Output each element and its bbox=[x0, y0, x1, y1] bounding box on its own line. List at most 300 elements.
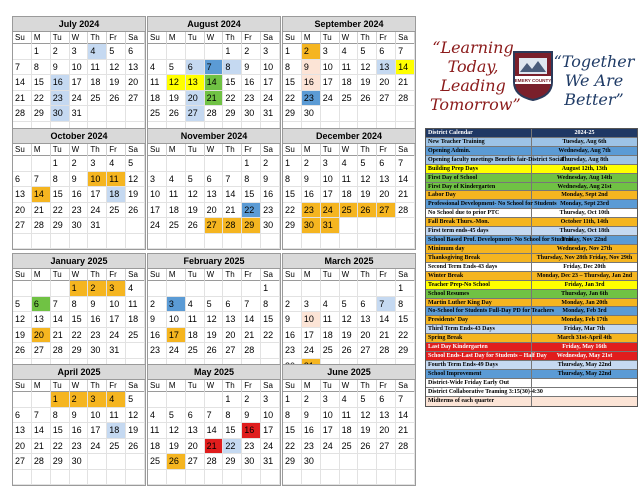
day-cell: 23 bbox=[302, 203, 321, 219]
legend-event-date: Thursday, Oct 18th bbox=[559, 228, 610, 235]
day-cell: 20 bbox=[186, 439, 205, 455]
legend-row bbox=[426, 200, 637, 209]
legend-event-name: Winter Break bbox=[426, 272, 532, 280]
weekday-label: Su bbox=[13, 269, 32, 281]
weekday-label: Fr bbox=[107, 32, 126, 44]
legend-event-date: Wednesday, Nov 27th bbox=[556, 245, 613, 252]
day-cell: 18 bbox=[167, 203, 186, 219]
weekday-label: Su bbox=[13, 144, 32, 156]
day-cell: 24 bbox=[167, 343, 186, 359]
empty-cell bbox=[51, 281, 70, 297]
day-cell: 6 bbox=[205, 172, 224, 188]
day-cell: 9 bbox=[302, 172, 321, 188]
empty-cell bbox=[186, 392, 205, 408]
day-cell: 9 bbox=[70, 408, 89, 424]
day-cell: 2 bbox=[88, 281, 107, 297]
legend-event-date: October 11th, 14th bbox=[560, 219, 609, 226]
day-cell: 28 bbox=[205, 106, 224, 122]
legend-event-name: School Improvement bbox=[426, 370, 532, 378]
month-october-2024 bbox=[12, 128, 146, 250]
day-cell: 14 bbox=[32, 423, 51, 439]
empty-cell bbox=[126, 234, 145, 250]
empty-cell bbox=[186, 156, 205, 172]
weekday-label: M bbox=[302, 269, 321, 281]
empty-cell bbox=[13, 234, 32, 250]
day-cell: 12 bbox=[358, 172, 377, 188]
day-cell: 1 bbox=[51, 392, 70, 408]
weekday-label: Sa bbox=[261, 32, 280, 44]
day-cell: 4 bbox=[340, 44, 359, 60]
day-cell: 7 bbox=[51, 297, 70, 313]
empty-cell bbox=[32, 234, 51, 250]
weekday-label: W bbox=[340, 380, 359, 392]
day-cell: 5 bbox=[186, 172, 205, 188]
legend-row bbox=[426, 263, 637, 272]
weekday-label: Th bbox=[223, 269, 242, 281]
day-cell: 3 bbox=[321, 156, 340, 172]
day-cell: 7 bbox=[223, 172, 242, 188]
legend-row bbox=[426, 236, 637, 245]
legend-event-name: Third Term Ends-43 Days bbox=[426, 325, 532, 333]
empty-cell bbox=[321, 234, 340, 250]
day-cell: 13 bbox=[358, 312, 377, 328]
legend-event-name: District Calendar bbox=[426, 129, 532, 137]
legend-row bbox=[426, 183, 637, 192]
legend-row bbox=[426, 281, 637, 290]
day-cell: 15 bbox=[283, 423, 302, 439]
day-cell: 16 bbox=[302, 423, 321, 439]
day-cell: 8 bbox=[283, 172, 302, 188]
day-cell: 27 bbox=[186, 106, 205, 122]
weekday-label: W bbox=[205, 32, 224, 44]
day-cell: 13 bbox=[186, 75, 205, 91]
legend-row bbox=[426, 397, 637, 406]
day-cell: 2 bbox=[302, 44, 321, 60]
day-cell: 13 bbox=[126, 60, 145, 76]
empty-cell bbox=[283, 470, 302, 486]
day-cell: 1 bbox=[242, 156, 261, 172]
empty-cell bbox=[167, 234, 186, 250]
empty-cell bbox=[377, 470, 396, 486]
day-cell: 23 bbox=[242, 439, 261, 455]
day-cell: 27 bbox=[32, 343, 51, 359]
day-cell: 12 bbox=[186, 187, 205, 203]
day-cell: 14 bbox=[13, 75, 32, 91]
month-march-2025 bbox=[282, 253, 416, 375]
day-cell: 24 bbox=[321, 91, 340, 107]
month-february-2025 bbox=[147, 253, 281, 375]
day-cell: 16 bbox=[70, 423, 89, 439]
month-title: December 2024 bbox=[283, 129, 415, 144]
day-cell: 20 bbox=[13, 203, 32, 219]
weekday-label: Sa bbox=[396, 269, 415, 281]
day-cell: 7 bbox=[205, 60, 224, 76]
empty-cell bbox=[261, 343, 280, 359]
weekday-label: M bbox=[302, 144, 321, 156]
day-cell: 12 bbox=[167, 75, 186, 91]
day-cell: 12 bbox=[13, 312, 32, 328]
day-cell: 11 bbox=[148, 75, 167, 91]
day-cell: 31 bbox=[261, 454, 280, 470]
day-cell: 26 bbox=[340, 343, 359, 359]
legend-header-row bbox=[426, 129, 637, 138]
day-cell: 21 bbox=[205, 91, 224, 107]
day-cell: 18 bbox=[340, 75, 359, 91]
day-grid bbox=[13, 392, 145, 485]
day-cell: 10 bbox=[107, 297, 126, 313]
day-cell: 16 bbox=[242, 423, 261, 439]
day-cell: 14 bbox=[396, 408, 415, 424]
month-title: April 2025 bbox=[13, 365, 145, 380]
legend-event-name: Building Prep Days bbox=[426, 165, 532, 173]
legend-event-name: First Day of School bbox=[426, 174, 532, 182]
empty-cell bbox=[377, 281, 396, 297]
day-cell: 4 bbox=[148, 408, 167, 424]
empty-cell bbox=[186, 44, 205, 60]
day-cell: 30 bbox=[302, 454, 321, 470]
legend-row bbox=[426, 218, 637, 227]
empty-cell bbox=[13, 44, 32, 60]
day-cell: 13 bbox=[377, 172, 396, 188]
legend-row bbox=[426, 209, 637, 218]
day-cell: 22 bbox=[32, 91, 51, 107]
day-cell: 3 bbox=[321, 44, 340, 60]
weekday-label: W bbox=[340, 32, 359, 44]
day-cell: 31 bbox=[88, 218, 107, 234]
day-cell: 10 bbox=[321, 172, 340, 188]
weekday-label: W bbox=[205, 380, 224, 392]
empty-cell bbox=[186, 470, 205, 486]
day-cell: 11 bbox=[340, 408, 359, 424]
day-cell: 17 bbox=[302, 328, 321, 344]
legend-row bbox=[426, 299, 637, 308]
day-cell: 7 bbox=[396, 392, 415, 408]
legend-row bbox=[426, 325, 637, 334]
empty-cell bbox=[205, 392, 224, 408]
weekday-label: Fr bbox=[107, 380, 126, 392]
legend-row bbox=[426, 165, 637, 174]
day-cell: 5 bbox=[358, 392, 377, 408]
day-cell: 2 bbox=[302, 392, 321, 408]
day-cell: 22 bbox=[51, 203, 70, 219]
day-cell: 4 bbox=[340, 156, 359, 172]
day-cell: 14 bbox=[377, 312, 396, 328]
day-cell: 6 bbox=[377, 156, 396, 172]
weekday-header bbox=[283, 380, 415, 392]
empty-cell bbox=[167, 470, 186, 486]
day-cell: 14 bbox=[396, 172, 415, 188]
day-cell: 17 bbox=[261, 423, 280, 439]
day-grid bbox=[283, 281, 415, 374]
day-cell: 5 bbox=[358, 44, 377, 60]
legend-event-date: Thursday, Aug 8th bbox=[560, 156, 609, 163]
day-cell: 11 bbox=[88, 60, 107, 76]
empty-cell bbox=[358, 454, 377, 470]
day-cell: 22 bbox=[283, 439, 302, 455]
day-cell: 10 bbox=[321, 408, 340, 424]
day-cell: 12 bbox=[358, 408, 377, 424]
weekday-label: Th bbox=[223, 32, 242, 44]
day-cell: 25 bbox=[148, 106, 167, 122]
empty-cell bbox=[261, 234, 280, 250]
day-cell: 3 bbox=[88, 392, 107, 408]
day-cell: 7 bbox=[242, 297, 261, 313]
day-cell: 9 bbox=[51, 60, 70, 76]
day-cell: 31 bbox=[261, 106, 280, 122]
day-cell: 28 bbox=[32, 454, 51, 470]
legend-row bbox=[426, 147, 637, 156]
day-cell: 22 bbox=[283, 91, 302, 107]
weekday-label: M bbox=[167, 32, 186, 44]
day-cell: 25 bbox=[186, 343, 205, 359]
month-title: February 2025 bbox=[148, 254, 280, 269]
weekday-label: Tu bbox=[321, 269, 340, 281]
weekday-label: W bbox=[70, 380, 89, 392]
day-cell: 22 bbox=[396, 328, 415, 344]
day-cell: 20 bbox=[377, 423, 396, 439]
weekday-label: Sa bbox=[396, 380, 415, 392]
weekday-label: Fr bbox=[377, 144, 396, 156]
day-cell: 16 bbox=[261, 187, 280, 203]
day-cell: 25 bbox=[148, 454, 167, 470]
empty-cell bbox=[13, 156, 32, 172]
day-cell: 24 bbox=[321, 203, 340, 219]
day-cell: 23 bbox=[261, 203, 280, 219]
day-cell: 12 bbox=[340, 312, 359, 328]
legend-event-name: No-School for Students Full-Day PD for Teachers bbox=[428, 308, 555, 315]
weekday-label: Th bbox=[88, 144, 107, 156]
empty-cell bbox=[302, 470, 321, 486]
day-cell: 19 bbox=[167, 439, 186, 455]
day-cell: 20 bbox=[13, 439, 32, 455]
day-cell: 16 bbox=[283, 328, 302, 344]
weekday-label: Sa bbox=[126, 32, 145, 44]
day-cell: 19 bbox=[358, 187, 377, 203]
day-cell: 28 bbox=[396, 439, 415, 455]
day-grid bbox=[283, 392, 415, 485]
weekday-label: Sa bbox=[396, 144, 415, 156]
weekday-label: Sa bbox=[261, 380, 280, 392]
day-cell: 1 bbox=[70, 281, 89, 297]
empty-cell bbox=[167, 44, 186, 60]
day-cell: 18 bbox=[107, 187, 126, 203]
day-cell: 22 bbox=[70, 328, 89, 344]
empty-cell bbox=[223, 281, 242, 297]
day-cell: 24 bbox=[88, 203, 107, 219]
weekday-label: Fr bbox=[107, 269, 126, 281]
weekday-label: Th bbox=[223, 144, 242, 156]
day-cell: 25 bbox=[107, 203, 126, 219]
empty-cell bbox=[205, 156, 224, 172]
weekday-header bbox=[148, 144, 280, 156]
legend-event-date: Friday, Dec 20th bbox=[563, 263, 606, 270]
day-cell: 5 bbox=[167, 408, 186, 424]
day-cell: 21 bbox=[32, 439, 51, 455]
day-cell: 7 bbox=[13, 60, 32, 76]
day-grid bbox=[283, 44, 415, 137]
empty-cell bbox=[242, 470, 261, 486]
day-cell: 8 bbox=[223, 60, 242, 76]
day-cell: 11 bbox=[340, 60, 359, 76]
day-cell: 1 bbox=[51, 156, 70, 172]
weekday-label: M bbox=[32, 380, 51, 392]
day-cell: 28 bbox=[13, 106, 32, 122]
day-cell: 18 bbox=[148, 439, 167, 455]
day-cell: 10 bbox=[148, 187, 167, 203]
day-cell: 4 bbox=[321, 297, 340, 313]
empty-cell bbox=[148, 234, 167, 250]
day-cell: 29 bbox=[70, 343, 89, 359]
legend-event-name: Professional Development- No School for Students bbox=[428, 201, 557, 208]
day-cell: 29 bbox=[396, 343, 415, 359]
empty-cell bbox=[377, 234, 396, 250]
weekday-header bbox=[283, 144, 415, 156]
day-cell: 6 bbox=[377, 392, 396, 408]
empty-cell bbox=[321, 454, 340, 470]
legend-event-name: Minimum day bbox=[426, 245, 532, 253]
weekday-header bbox=[283, 269, 415, 281]
day-cell: 4 bbox=[107, 392, 126, 408]
day-cell: 6 bbox=[186, 408, 205, 424]
day-cell: 8 bbox=[283, 408, 302, 424]
day-cell: 5 bbox=[340, 297, 359, 313]
day-cell: 22 bbox=[51, 439, 70, 455]
weekday-label: Su bbox=[148, 380, 167, 392]
day-cell: 20 bbox=[205, 203, 224, 219]
day-cell: 29 bbox=[242, 218, 261, 234]
month-may-2025 bbox=[147, 364, 281, 486]
legend-row bbox=[426, 245, 637, 254]
day-cell: 9 bbox=[261, 172, 280, 188]
day-cell: 13 bbox=[13, 423, 32, 439]
day-cell: 13 bbox=[186, 423, 205, 439]
day-cell: 7 bbox=[32, 172, 51, 188]
empty-cell bbox=[340, 106, 359, 122]
legend-event-date: Tuesday, Aug 6th bbox=[562, 138, 607, 145]
day-cell: 26 bbox=[358, 91, 377, 107]
day-cell: 20 bbox=[32, 328, 51, 344]
day-cell: 9 bbox=[283, 312, 302, 328]
day-cell: 26 bbox=[205, 343, 224, 359]
weekday-label: W bbox=[205, 269, 224, 281]
empty-cell bbox=[358, 470, 377, 486]
legend-row bbox=[426, 307, 637, 316]
day-cell: 23 bbox=[70, 439, 89, 455]
day-cell: 14 bbox=[396, 60, 415, 76]
empty-cell bbox=[32, 392, 51, 408]
legend-event-date bbox=[532, 397, 637, 406]
weekday-label: Th bbox=[358, 32, 377, 44]
weekday-label: Th bbox=[88, 32, 107, 44]
day-cell: 29 bbox=[51, 454, 70, 470]
empty-cell bbox=[186, 234, 205, 250]
day-cell: 12 bbox=[205, 312, 224, 328]
legend-event-name: Spring Break bbox=[426, 334, 532, 342]
weekday-label: M bbox=[32, 32, 51, 44]
weekday-label: Sa bbox=[126, 144, 145, 156]
empty-cell bbox=[358, 106, 377, 122]
day-cell: 25 bbox=[88, 91, 107, 107]
day-cell: 29 bbox=[283, 218, 302, 234]
month-title: October 2024 bbox=[13, 129, 145, 144]
empty-cell bbox=[167, 281, 186, 297]
empty-cell bbox=[223, 234, 242, 250]
empty-cell bbox=[70, 470, 89, 486]
day-cell: 21 bbox=[205, 439, 224, 455]
day-cell: 26 bbox=[107, 91, 126, 107]
empty-cell bbox=[32, 281, 51, 297]
day-cell: 17 bbox=[70, 75, 89, 91]
legend-event-date: Thursday, Nov 28th Friday, Nov 29th bbox=[536, 254, 633, 261]
day-cell: 21 bbox=[32, 203, 51, 219]
legend-row bbox=[426, 352, 637, 361]
weekday-label: Su bbox=[13, 380, 32, 392]
day-cell: 28 bbox=[32, 218, 51, 234]
day-cell: 15 bbox=[396, 312, 415, 328]
legend-event-date: Thursday, May 22nd bbox=[557, 361, 612, 368]
day-cell: 16 bbox=[70, 187, 89, 203]
legend-row bbox=[426, 334, 637, 343]
month-january-2025 bbox=[12, 253, 146, 375]
legend-event-date bbox=[532, 388, 637, 396]
day-cell: 15 bbox=[261, 312, 280, 328]
month-title: January 2025 bbox=[13, 254, 145, 269]
day-cell: 20 bbox=[377, 187, 396, 203]
day-cell: 6 bbox=[126, 44, 145, 60]
day-cell: 5 bbox=[205, 297, 224, 313]
day-cell: 28 bbox=[396, 203, 415, 219]
weekday-label: Tu bbox=[51, 144, 70, 156]
legend-event-date: Monday, Feb 3rd bbox=[562, 308, 607, 315]
legend-event-name: First Day of Kindergarten bbox=[426, 183, 532, 191]
legend-row bbox=[426, 290, 637, 299]
empty-cell bbox=[340, 454, 359, 470]
legend-event-name: Last Day Kindergarten bbox=[426, 343, 532, 351]
empty-cell bbox=[396, 470, 415, 486]
day-cell: 30 bbox=[88, 343, 107, 359]
day-cell: 16 bbox=[302, 75, 321, 91]
legend-event-name: First term ends-45 days bbox=[426, 227, 532, 235]
day-cell: 26 bbox=[358, 203, 377, 219]
day-grid bbox=[13, 281, 145, 374]
day-cell: 17 bbox=[321, 75, 340, 91]
day-cell: 2 bbox=[70, 392, 89, 408]
legend-event-date: 2024-25 bbox=[574, 130, 595, 136]
weekday-label: W bbox=[70, 144, 89, 156]
day-cell: 25 bbox=[167, 218, 186, 234]
day-cell: 26 bbox=[186, 218, 205, 234]
day-cell: 27 bbox=[186, 454, 205, 470]
weekday-label: Tu bbox=[51, 380, 70, 392]
empty-cell bbox=[283, 281, 302, 297]
day-cell: 13 bbox=[32, 312, 51, 328]
day-cell: 7 bbox=[396, 156, 415, 172]
legend-event-date: Friday, Jan 3rd bbox=[564, 281, 605, 288]
legend-event-name: Teacher Prep-No School bbox=[426, 281, 532, 289]
day-cell: 4 bbox=[88, 44, 107, 60]
day-cell: 28 bbox=[205, 454, 224, 470]
weekday-label: Su bbox=[283, 380, 302, 392]
day-cell: 25 bbox=[340, 203, 359, 219]
day-cell: 27 bbox=[205, 218, 224, 234]
legend-row bbox=[426, 138, 637, 147]
empty-cell bbox=[126, 218, 145, 234]
day-cell: 24 bbox=[148, 218, 167, 234]
day-cell: 15 bbox=[283, 187, 302, 203]
weekday-label: W bbox=[340, 269, 359, 281]
day-cell: 16 bbox=[51, 75, 70, 91]
legend-event-date bbox=[532, 379, 637, 387]
